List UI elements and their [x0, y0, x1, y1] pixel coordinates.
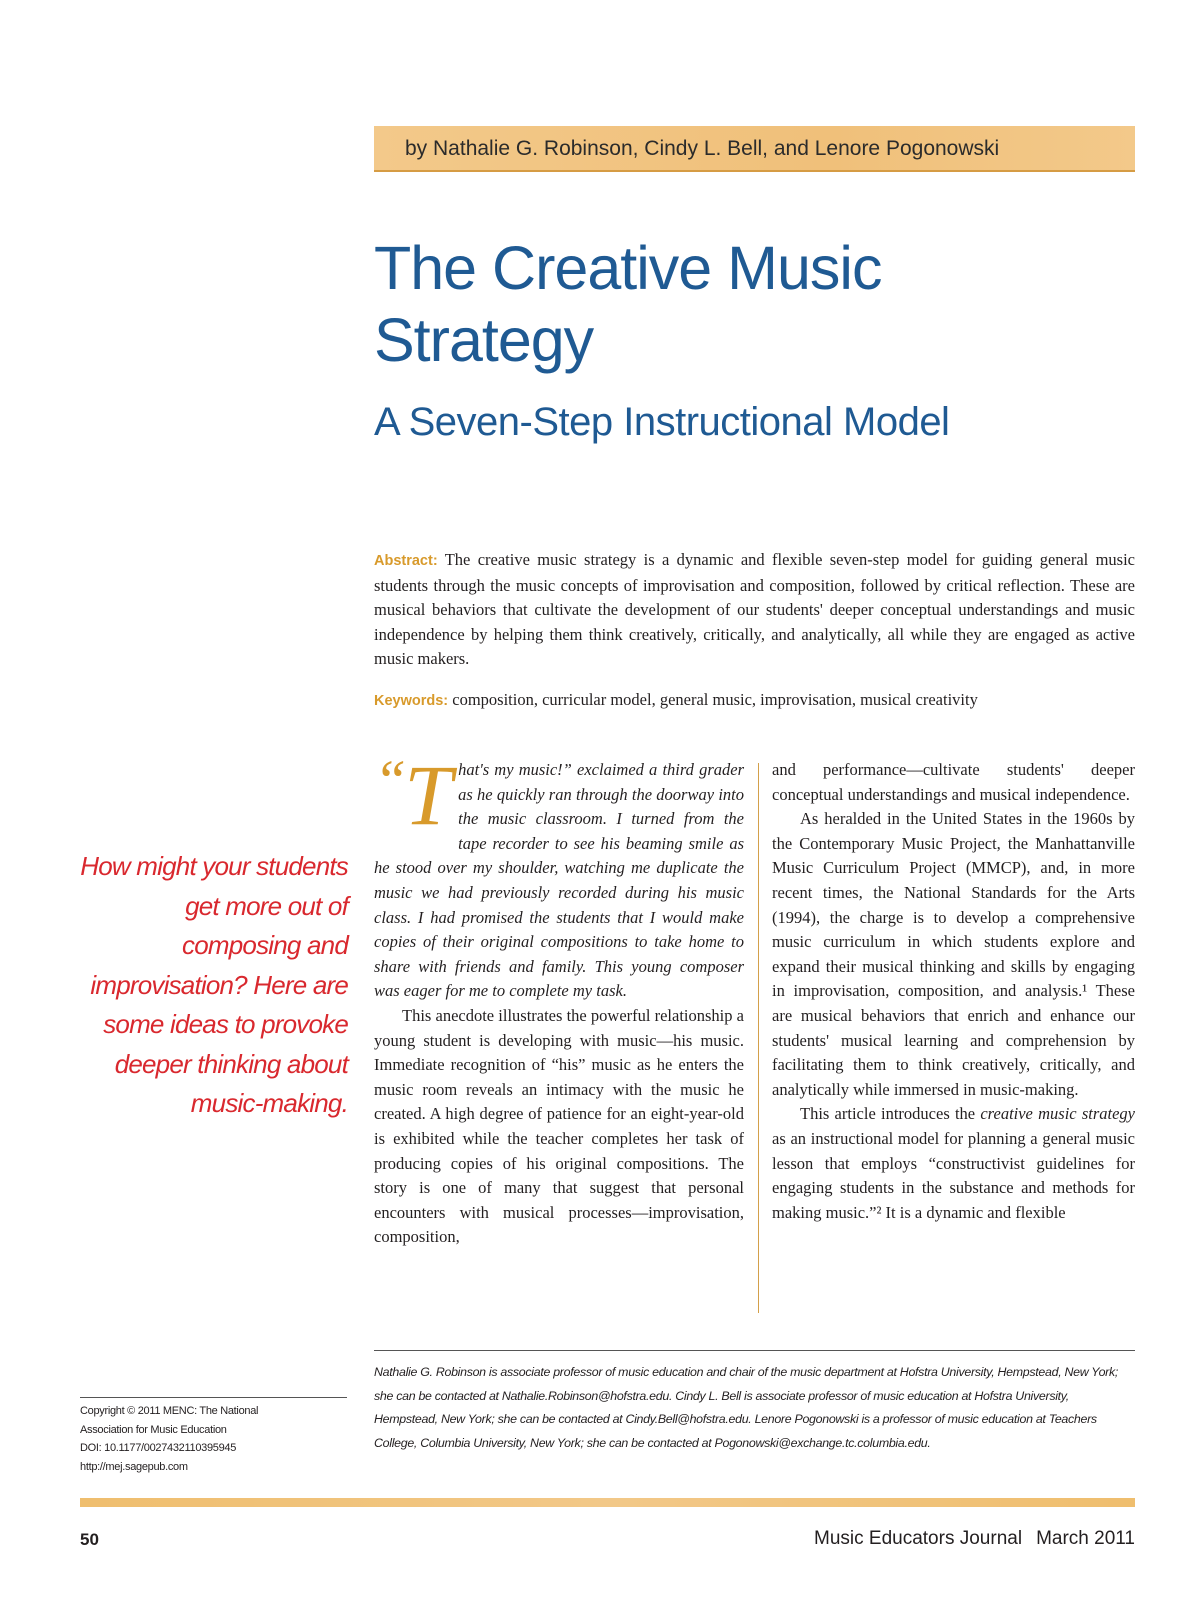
copyright-block	[80, 1402, 360, 1477]
page-number: 50	[80, 1530, 99, 1549]
author-notes: Nathalie G. Robinson is associate professor of music education and chair of the music department at Hofstra University, Hempstead, New York; she can be contacted at Nathalie.Robinson@hofstra.edu. Cindy L. Bell is associate professor of music education at Hofstra University, Hempstead, New York; she can be contacted at Cindy.Bell@hofstra.edu. Lenore Pogonowski is a professor of music education at Teachers College, Columbia University, New York; she can be contacted at Pogonowski@exchange.tc.columbia.edu.	[374, 1365, 1119, 1450]
notes-divider	[374, 1350, 1135, 1351]
copyright-line: Copyright © 2011 MENC: The National	[80, 1405, 259, 1417]
dropcap-quote-mark: “	[374, 748, 403, 813]
journal-url: http://mej.sagepub.com	[80, 1461, 188, 1474]
copyright-divider	[80, 1397, 347, 1398]
abstract-text: The creative music strategy is a dynamic and flexible seven-step model for guiding general music students through the music concepts of improvisation and composition, followed by critical reflection. These are musical behaviors that cultivate the development of our students' deeper conceptual understandings and music independence by helping them think creatively, critically, and analytically, all while they are engaged as active music makers.	[374, 550, 1136, 668]
doi-line: DOI: 10.1177/0027432110395945	[80, 1442, 237, 1455]
article-subtitle: A Seven-Step Instructional Model	[374, 400, 950, 444]
body-text: This article introduces the	[800, 1104, 981, 1124]
journal-footer	[814, 1528, 1135, 1550]
article-title	[374, 232, 1174, 376]
body-paragraph: As heralded in the United States in the 1960s by the Contemporary Music Project, the Manhattanville Music Curriculum Project (MMCP), and, in more recent times, the National Standards for the Arts (1994), the charge is to develop a comprehensive music curriculum in which students explore and expand their musical thinking and skills by engaging in improvisation, composition, and analysis.¹ These are musical behaviors that enrich and enhance our students' musical learning and comprehension by facilitating them to think creatively, critically, and analytically while immersed in music-making.	[772, 809, 1135, 1099]
keywords	[374, 688, 1135, 713]
author-byline: by Nathalie G. Robinson, Cindy L. Bell, and Lenore Pogonowski	[374, 126, 1135, 172]
issue-date: March 2011	[1036, 1528, 1135, 1549]
body-paragraph	[772, 1102, 1135, 1225]
dropcap-letter: T	[404, 747, 453, 843]
body-column-left	[374, 747, 744, 1250]
abstract-label: Abstract:	[374, 553, 438, 569]
body-paragraph: and performance—cultivate students' deeper conceptual understandings and musical independence.	[772, 760, 1135, 804]
body-text-italic: creative music strategy	[980, 1104, 1135, 1124]
keywords-text: composition, curricular model, general music, improvisation, musical creativity	[452, 690, 978, 709]
body-column-right	[772, 758, 1135, 1225]
body-paragraph: This anecdote illustrates the powerful relationship a young student is developing with music—his music. Immediate recognition of “his” music as he enters the music room reveals an intimacy with the music he created. A high degree of patience for an eight-year-old is exhibited while the teacher completes her task of producing copies of his original compositions. The story is one of many that suggest that personal encounters with musical processes—improvisation, composition,	[374, 1005, 744, 1247]
title-line-1: The Creative Music	[374, 234, 882, 302]
column-divider	[758, 763, 759, 1313]
keywords-label: Keywords:	[374, 693, 449, 709]
title-line-2: Strategy	[374, 306, 594, 374]
pull-quote: How might your students get more out of composing and improvisation? Here are some ideas to provoke deeper thinking about music-making.	[80, 851, 348, 1118]
body-text: as an instructional model for planning a general music lesson that employs “constructivist guidelines for engaging students in the substance and methods for making music.”² It is a dynamic and flexible	[772, 1128, 1135, 1222]
copyright-line: Association for Music Education	[80, 1423, 227, 1436]
opening-paragraph	[374, 747, 744, 1004]
opening-paragraph-text: hat's my music!” exclaimed a third grader as he quickly ran through the doorway into the music classroom. I turned from the tape recorder to see his beaming smile as he stood over my shoulder, watching me duplicate the music we had previously recorded during his music class. I had promised the students that I would make copies of their original compositions to take home to share with friends and family. This young composer was eager for me to complete my task.	[374, 760, 744, 1001]
abstract	[374, 548, 1135, 672]
footer-rule	[80, 1498, 1135, 1507]
journal-name: Music Educators Journal	[814, 1528, 1023, 1549]
